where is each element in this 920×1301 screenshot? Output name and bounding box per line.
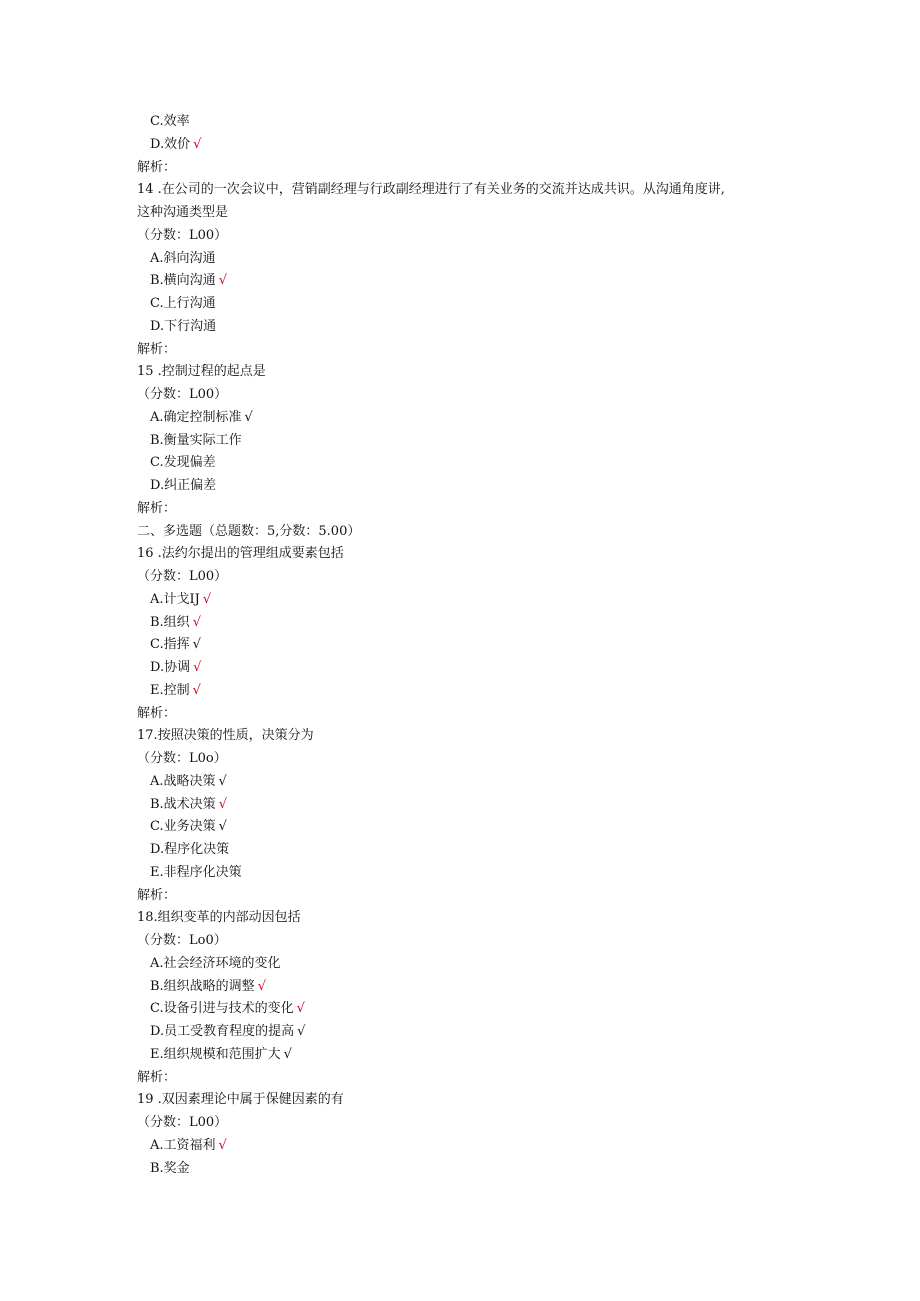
question-text [137, 341, 176, 359]
question-text [137, 227, 227, 245]
question-text [137, 727, 314, 745]
question-text [137, 1114, 227, 1132]
option-label: B.组织 [150, 614, 190, 630]
option-label: B.衡量实际工作 [150, 432, 242, 448]
question-text [137, 887, 176, 905]
answer-option [150, 818, 227, 836]
text-line: （分数：L0o） [137, 751, 227, 766]
option-label: E.非程序化决策 [150, 864, 242, 880]
check-mark-icon: √ [193, 660, 202, 675]
option-label: C.效率 [150, 114, 190, 129]
option-label: A.确定控制标准 [150, 409, 242, 425]
answer-option [150, 136, 201, 154]
answer-option [150, 591, 211, 609]
option-label: C.发现偏差 [150, 455, 216, 471]
answer-option [150, 272, 227, 290]
answer-option [150, 477, 216, 495]
option-label: B.奖金 [150, 1160, 190, 1176]
option-label: A.战略决策 [150, 773, 216, 789]
answer-option [150, 659, 201, 677]
option-label: A.斜向沟通 [150, 250, 216, 266]
text-line: （分数：L00） [137, 1115, 228, 1130]
text-line: 这种沟通类型是 [137, 205, 229, 220]
answer-option [150, 636, 201, 654]
answer-option [150, 682, 201, 700]
question-text [137, 1069, 176, 1087]
check-mark-icon: √ [192, 637, 201, 653]
check-mark-icon: √ [244, 409, 253, 425]
check-mark-icon: √ [297, 1024, 306, 1039]
text-line: 17.按照决策的性质，决策分为 [137, 728, 314, 744]
check-mark-icon: √ [202, 591, 212, 607]
text-line: 解析： [137, 159, 177, 175]
option-label: D.程序化决策 [150, 842, 230, 857]
answer-option [150, 1160, 190, 1178]
question-text [137, 204, 228, 222]
check-mark-icon: √ [192, 614, 201, 630]
option-label: E.组织规模和范围扩大 [150, 1046, 281, 1062]
option-label: C.指挥 [150, 637, 190, 653]
answer-option [150, 955, 281, 973]
question-text [137, 932, 227, 950]
question-text [137, 523, 360, 541]
question-text [137, 705, 176, 723]
text-line: 解析： [137, 1069, 177, 1085]
option-label: E.控制 [150, 682, 190, 698]
text-line: 解析： [137, 887, 177, 903]
text-line: 解析： [137, 705, 177, 721]
option-label: A.工资福利 [150, 1137, 216, 1153]
check-mark-icon: √ [218, 773, 227, 789]
text-line: （分数：L00） [137, 387, 228, 402]
question-text [137, 500, 176, 518]
check-mark-icon: √ [257, 978, 266, 994]
text-line: 解析： [137, 500, 177, 516]
question-text [137, 1091, 344, 1109]
answer-option [150, 614, 201, 632]
question-text [137, 909, 301, 927]
text-line: 16 .法约尔提出的管理组成要素包括 [137, 546, 344, 562]
text-line: （分数：L00） [137, 569, 228, 584]
option-label: C.业务决策 [150, 819, 216, 835]
text-line: （分数：Lo0） [137, 933, 227, 948]
option-label: D.员工受教育程度的提高 [150, 1024, 295, 1039]
option-label: D.效价 [150, 136, 191, 152]
answer-option [150, 432, 242, 450]
answer-option [150, 1046, 292, 1064]
text-line: （分数：L00） [137, 227, 228, 243]
question-text [137, 363, 266, 381]
answer-option [150, 841, 229, 859]
answer-option [150, 409, 253, 427]
answer-option [150, 978, 266, 996]
question-text [137, 750, 227, 768]
question-text [137, 545, 344, 563]
answer-option [150, 1137, 227, 1155]
answer-option [150, 773, 227, 791]
text-line: 19 .双因素理论中属于保健因素的有 [137, 1092, 344, 1108]
option-label: B.横向沟通 [150, 273, 216, 289]
check-mark-icon: √ [218, 1137, 227, 1153]
check-mark-icon: √ [218, 796, 227, 812]
option-label: D.纠正偏差 [150, 478, 217, 493]
answer-option [150, 454, 216, 472]
option-label: A.社会经济环境的变化 [150, 955, 281, 971]
option-label: D.协调 [150, 660, 191, 675]
option-label: A.计戈IJ [150, 591, 200, 607]
question-text [137, 159, 176, 177]
check-mark-icon: √ [193, 136, 202, 152]
option-label: D.下行沟通 [150, 318, 217, 334]
check-mark-icon: √ [218, 819, 227, 835]
text-line: 解析： [137, 341, 177, 357]
question-text [137, 181, 725, 199]
option-label: B.组织战略的调整 [150, 978, 255, 994]
answer-option [150, 318, 216, 336]
check-mark-icon: √ [296, 1001, 305, 1017]
answer-option [150, 250, 216, 268]
check-mark-icon: √ [283, 1046, 292, 1062]
answer-option [150, 1023, 305, 1041]
answer-option [150, 295, 216, 313]
check-mark-icon: √ [218, 273, 227, 289]
answer-option [150, 113, 190, 131]
question-text [137, 386, 227, 404]
answer-option [150, 1000, 305, 1018]
question-text [137, 568, 227, 586]
answer-option [150, 864, 242, 882]
option-label: C.上行沟通 [150, 296, 216, 311]
text-line: 18.组织变革的内部动因包括 [137, 910, 301, 926]
text-line: 14 .在公司的一次会议中，营销副经理与行政副经理进行了有关业务的交流并达成共识。从沟通角度讲, [137, 182, 725, 198]
option-label: B.战术决策 [150, 796, 216, 812]
text-line: 15 .控制过程的起点是 [137, 364, 266, 380]
text-line: 二、多选题（总题数：5,分数：5.00） [137, 523, 361, 539]
option-label: C.设备引进与技术的变化 [150, 1001, 294, 1017]
answer-option [150, 796, 227, 814]
check-mark-icon: √ [192, 682, 201, 698]
